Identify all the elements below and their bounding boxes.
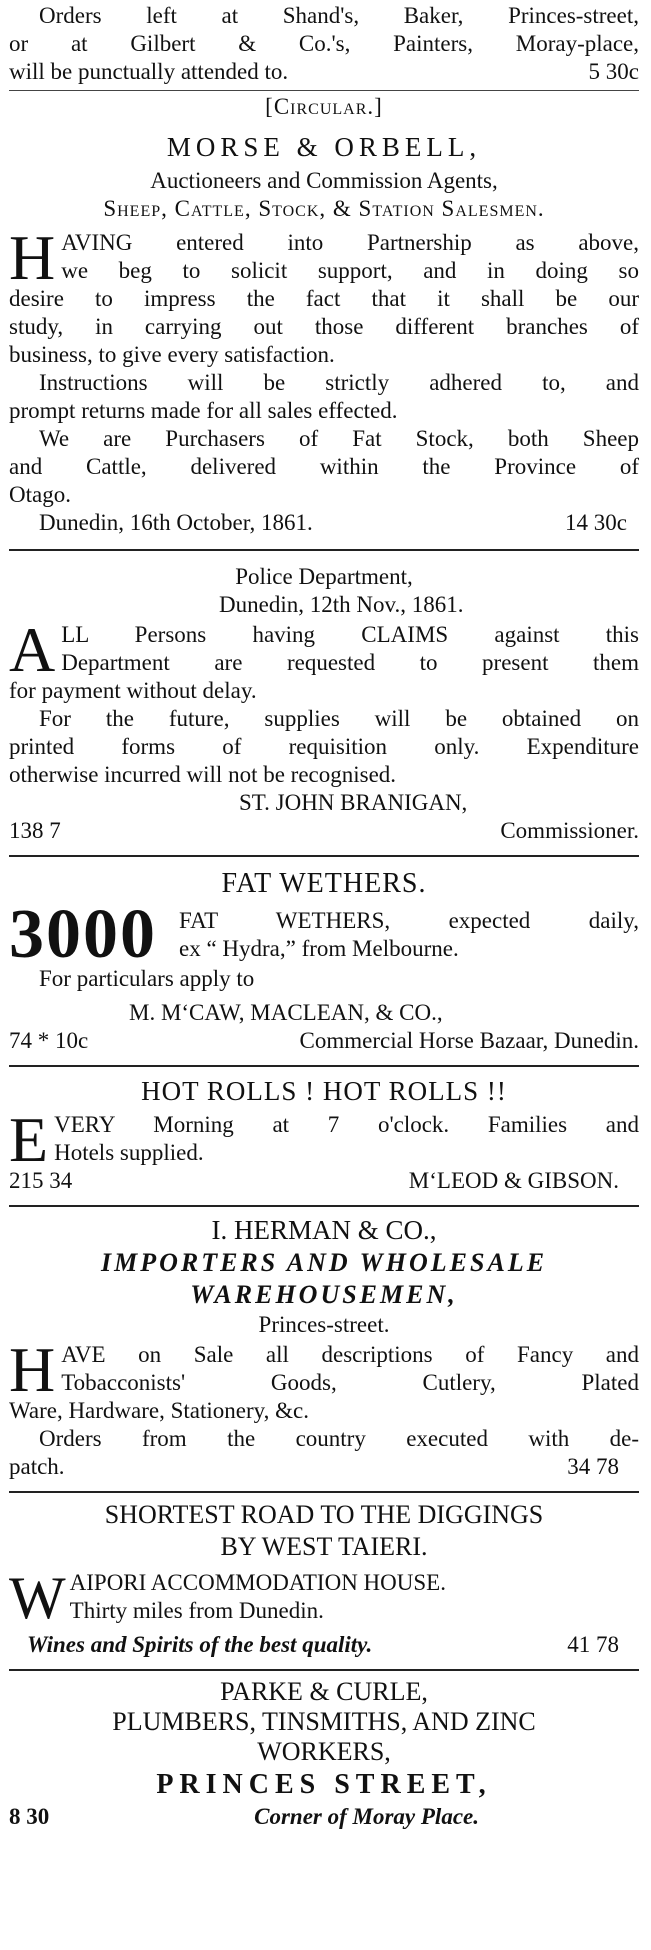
- ad-heading: Police Department,: [235, 564, 413, 589]
- ad-line: for payment without delay.: [9, 678, 257, 703]
- ad-title: HOT ROLLS ! HOT ROLLS !!: [141, 1076, 507, 1106]
- ad-address: Corner of Moray Place.: [254, 1804, 479, 1829]
- ad-subtitle: WAREHOUSEMEN,: [190, 1280, 458, 1309]
- ad-line: For the future, supplies will be obtained on: [39, 706, 639, 731]
- ad-place: Princes-street.: [258, 1312, 390, 1337]
- ad-firm: M‘LEOD & GIBSON.: [408, 1168, 619, 1193]
- ad-line: business, to give every satisfaction.: [9, 342, 335, 367]
- ad-police-department: [9, 563, 639, 845]
- ad-ref: 138 7: [9, 818, 61, 843]
- ad-line: AVE on Sale all descriptions of Fancy and: [61, 1342, 639, 1367]
- ad-line: VERY Morning at 7 o'clock. Families and: [54, 1112, 639, 1137]
- ad-line: study, in carrying out those different branches of: [9, 314, 639, 339]
- ad-title: BY WEST TAIERI.: [220, 1532, 428, 1561]
- divider: [9, 1491, 639, 1493]
- ad-line: AVING entered into Partnership as above,: [61, 230, 639, 255]
- drop-cap: H: [9, 222, 56, 293]
- ad-firm: M. M‘CAW, MACLEAN, & CO.,: [129, 1000, 443, 1025]
- ad-ref: 74 * 10c: [9, 1028, 89, 1053]
- ad-line: LL Persons having CLAIMS against this: [61, 622, 639, 647]
- ad-line: Department are requested to present them: [61, 650, 639, 675]
- ad-title: PLUMBERS, TINSMITHS, AND ZINC: [112, 1707, 536, 1736]
- ad-line: or at Gilbert & Co.'s, Painters, Moray-place,: [9, 31, 639, 56]
- divider: [9, 1205, 639, 1207]
- ad-subtitle: Sheep, Cattle, Stock, & Station Salesmen.: [103, 196, 545, 221]
- ad-footer: [9, 1453, 639, 1481]
- ad-heading: Dunedin, 12th Nov., 1861.: [219, 592, 464, 617]
- ad-morse-orbell: [9, 93, 639, 537]
- ad-line: Hotels supplied.: [54, 1140, 204, 1165]
- ad-herman-co: [9, 1213, 639, 1481]
- ad-title: I. HERMAN & CO.,: [211, 1215, 437, 1245]
- ad-fat-wethers: [9, 867, 639, 1055]
- divider: [9, 549, 639, 551]
- ad-address: Commercial Horse Bazaar, Dunedin.: [299, 1028, 639, 1053]
- ad-line: patch.: [9, 1454, 65, 1479]
- ad-ref: 41 78: [567, 1632, 619, 1657]
- ad-title: WORKERS,: [257, 1737, 391, 1766]
- ad-footer: [9, 817, 639, 845]
- ad-line: AIPORI ACCOMMODATION HOUSE.: [69, 1570, 446, 1595]
- divider: [9, 90, 639, 91]
- drop-cap: W: [9, 1565, 66, 1631]
- ad-footer: [9, 1167, 639, 1195]
- ad-subtitle: IMPORTERS AND WHOLESALE: [100, 1248, 548, 1277]
- ad-ref: 8 30: [9, 1804, 50, 1829]
- ad-lead: [9, 896, 639, 973]
- drop-cap: A: [9, 614, 56, 685]
- ad-date: Dunedin, 16th October, 1861.: [39, 510, 313, 535]
- ad-role: Commissioner.: [500, 818, 639, 843]
- ad-title: PARKE & CURLE,: [220, 1677, 428, 1706]
- ad-body: [9, 222, 639, 537]
- ad-line: Wines and Spirits of the best quality.: [27, 1632, 373, 1657]
- divider: [9, 1669, 639, 1671]
- ad-ref: 215 34: [9, 1168, 73, 1193]
- ad-title: MORSE & ORBELL,: [166, 132, 482, 162]
- ad-footer: [9, 58, 639, 86]
- ad-line: printed forms of requisition only. Expenditure: [9, 734, 639, 759]
- ad-shands-baker: [9, 0, 639, 86]
- ad-signer: ST. JOHN BRANIGAN,: [239, 790, 468, 815]
- ad-parke-curle: [9, 1677, 639, 1831]
- drop-cap: H: [9, 1334, 56, 1405]
- ad-footer: [9, 1803, 639, 1831]
- ad-line: desire to impress the fact that it shall be our: [9, 286, 639, 311]
- ad-line: Thirty miles from Dunedin.: [69, 1598, 324, 1623]
- ad-line: For particulars apply to: [39, 966, 255, 991]
- ad-line: otherwise incurred will not be recognised.: [9, 762, 397, 787]
- big-number: 3000: [9, 896, 157, 973]
- ad-line: Ware, Hardware, Stationery, &c.: [9, 1398, 309, 1423]
- ad-footer: [9, 1027, 639, 1055]
- ad-waipori-house: [9, 1499, 639, 1659]
- ad-ref: 5 30c: [588, 59, 639, 84]
- divider: [9, 1065, 639, 1067]
- ad-line: Orders left at Shand's, Baker, Princes-street,: [39, 3, 639, 28]
- ad-title: PRINCES STREET,: [156, 1769, 492, 1800]
- ad-line: prompt returns made for all sales effected.: [9, 398, 398, 423]
- ad-title: SHORTEST ROAD TO THE DIGGINGS: [104, 1500, 544, 1529]
- ad-title: FAT WETHERS.: [221, 868, 427, 899]
- ad-subtitle: Auctioneers and Commission Agents,: [150, 168, 498, 193]
- ad-line: Otago.: [9, 482, 71, 507]
- ad-footer: [9, 509, 639, 537]
- ad-line: will be punctually attended to.: [9, 59, 289, 84]
- ad-line: we beg to solicit support, and in doing so: [61, 258, 639, 283]
- divider: [9, 855, 639, 857]
- ad-line: FAT WETHERS, expected daily,: [179, 908, 639, 933]
- ad-hot-rolls: [9, 1073, 639, 1195]
- ad-tag: [Circular.]: [265, 94, 383, 119]
- ad-ref: 14 30c: [565, 510, 627, 535]
- ad-ref: 34 78: [567, 1454, 619, 1479]
- ad-line: and Cattle, delivered within the Province of: [9, 454, 639, 479]
- ad-line: Instructions will be strictly adhered to, and: [39, 370, 639, 395]
- ad-line: ex “ Hydra,” from Melbourne.: [179, 936, 459, 961]
- drop-cap: E: [9, 1104, 49, 1175]
- ad-line: Orders from the country executed with de-: [39, 1426, 639, 1451]
- ad-line: Tobacconists' Goods, Cutlery, Plated: [61, 1370, 639, 1395]
- ad-line: We are Purchasers of Fat Stock, both Sheep: [39, 426, 639, 451]
- ad-footer: [9, 1625, 639, 1659]
